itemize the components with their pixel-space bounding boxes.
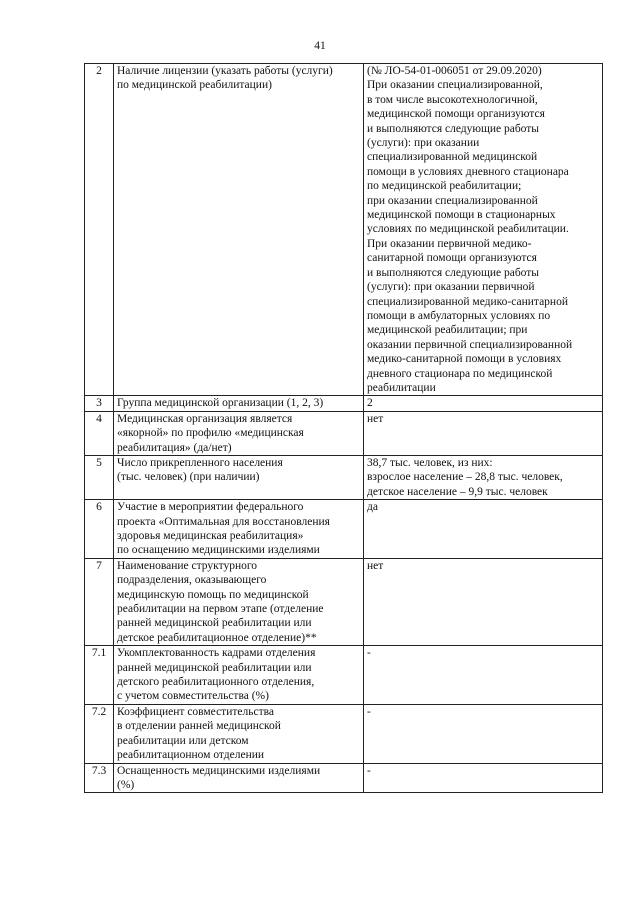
label-line: подразделения, оказывающего bbox=[117, 574, 267, 587]
value-line: (услуги): при оказании bbox=[367, 137, 480, 150]
label-line: детского реабилитационного отделения, bbox=[117, 676, 315, 689]
label-line: Участие в мероприятии федерального bbox=[117, 501, 304, 514]
label-line: Коэффициент совместительства bbox=[117, 705, 274, 718]
table-row bbox=[85, 411, 603, 455]
row-label bbox=[114, 763, 364, 793]
label-line: по медицинской реабилитации) bbox=[117, 79, 272, 92]
label-line: Группа медицинской организации (1, 2, 3) bbox=[117, 397, 324, 410]
value-line: оказании первичной специализированной bbox=[367, 338, 573, 351]
value-line: нет bbox=[367, 412, 384, 425]
table-body bbox=[85, 64, 603, 793]
label-line: с учетом совместительства (%) bbox=[117, 690, 269, 703]
label-line: (тыс. человек) (при наличии) bbox=[117, 471, 260, 484]
report-table bbox=[84, 63, 603, 793]
value-line: - bbox=[367, 705, 371, 718]
row-label bbox=[114, 64, 364, 396]
label-line: Медицинская организация является bbox=[117, 412, 293, 425]
table-row bbox=[85, 704, 603, 763]
value-line: по медицинской реабилитации; bbox=[367, 180, 522, 193]
row-value bbox=[364, 558, 603, 645]
label-line: в отделении ранней медицинской bbox=[117, 720, 281, 733]
value-line: медико-санитарной помощи в условиях bbox=[367, 353, 562, 366]
table-row bbox=[85, 396, 603, 411]
row-number: 4 bbox=[85, 411, 114, 455]
row-value bbox=[364, 500, 603, 559]
row-label bbox=[114, 411, 364, 455]
row-value bbox=[364, 763, 603, 793]
row-number: 3 bbox=[85, 396, 114, 411]
label-line: детское реабилитационное отделение)** bbox=[117, 631, 317, 644]
value-line: медицинской реабилитации; при bbox=[367, 324, 528, 337]
label-line: проекта «Оптимальная для восстановления bbox=[117, 515, 330, 528]
value-line: медицинской помощи в стационарных bbox=[367, 209, 556, 222]
row-number: 7.1 bbox=[85, 646, 114, 705]
row-number: 7.3 bbox=[85, 763, 114, 793]
value-line: помощи в условиях дневного стационара bbox=[367, 165, 569, 178]
value-line: (услуги): при оказании первичной bbox=[367, 281, 535, 294]
label-line: реабилитация» (да/нет) bbox=[117, 441, 232, 454]
value-line: и выполняются следующие работы bbox=[367, 122, 540, 135]
row-number: 6 bbox=[85, 500, 114, 559]
value-line: санитарной помощи организуются bbox=[367, 252, 537, 265]
value-line: условиях по медицинской реабилитации. bbox=[367, 223, 569, 236]
table-row bbox=[85, 64, 603, 396]
label-line: Оснащенность медицинскими изделиями bbox=[117, 764, 321, 777]
row-value bbox=[364, 396, 603, 411]
table-row bbox=[85, 763, 603, 793]
label-line: Число прикрепленного населения bbox=[117, 456, 283, 469]
row-value bbox=[364, 704, 603, 763]
row-label bbox=[114, 558, 364, 645]
value-line: При оказании первичной медико- bbox=[367, 237, 532, 250]
label-line: реабилитации на первом этапе (отделение bbox=[117, 603, 324, 616]
value-line: 2 bbox=[367, 397, 373, 410]
table-row bbox=[85, 500, 603, 559]
value-line: в том числе высокотехнологичной, bbox=[367, 93, 538, 106]
label-line: ранней медицинской реабилитации или bbox=[117, 617, 312, 630]
label-line: медицинскую помощь по медицинской bbox=[117, 588, 309, 601]
value-line: - bbox=[367, 647, 371, 660]
value-line: медицинской помощи организуются bbox=[367, 108, 545, 121]
value-line: реабилитации bbox=[367, 381, 436, 394]
row-label bbox=[114, 396, 364, 411]
label-line: ранней медицинской реабилитации или bbox=[117, 661, 312, 674]
row-number: 7.2 bbox=[85, 704, 114, 763]
row-number: 5 bbox=[85, 455, 114, 499]
row-label bbox=[114, 455, 364, 499]
value-line: при оказании специализированной bbox=[367, 194, 538, 207]
value-line: специализированной медико-санитарной bbox=[367, 295, 568, 308]
label-line: «якорной» по профилю «медицинская bbox=[117, 427, 304, 440]
label-line: реабилитации или детском bbox=[117, 734, 249, 747]
value-line: взрослое население – 28,8 тыс. человек, bbox=[367, 471, 563, 484]
label-line: Наличие лицензии (указать работы (услуги) bbox=[117, 65, 333, 77]
row-value bbox=[364, 455, 603, 499]
table-row bbox=[85, 558, 603, 645]
value-line: (№ ЛО-54-01-006051 от 29.09.2020) bbox=[367, 65, 542, 77]
value-line: специализированной медицинской bbox=[367, 151, 538, 164]
row-value bbox=[364, 646, 603, 705]
label-line: по оснащению медицинскими изделиями bbox=[117, 544, 320, 557]
label-line: здоровья медицинская реабилитация» bbox=[117, 530, 304, 542]
value-line: помощи в амбулаторных условиях по bbox=[367, 309, 551, 322]
value-line: - bbox=[367, 764, 371, 777]
value-line: и выполняются следующие работы bbox=[367, 266, 540, 279]
value-line: детское население – 9,9 тыс. человек bbox=[367, 485, 548, 498]
row-value bbox=[364, 411, 603, 455]
table-row bbox=[85, 646, 603, 705]
row-number: 2 bbox=[85, 64, 114, 396]
table-row bbox=[85, 455, 603, 499]
label-line: (%) bbox=[117, 778, 135, 791]
page-number: 41 bbox=[314, 40, 326, 52]
value-line: При оказании специализированной, bbox=[367, 79, 543, 92]
value-line: 38,7 тыс. человек, из них: bbox=[367, 456, 493, 469]
row-number: 7 bbox=[85, 558, 114, 645]
value-line: дневного стационара по медицинской bbox=[367, 367, 553, 380]
row-value bbox=[364, 64, 603, 396]
label-line: Наименование структурного bbox=[117, 559, 258, 572]
row-label bbox=[114, 704, 364, 763]
row-label bbox=[114, 646, 364, 705]
value-line: нет bbox=[367, 559, 384, 572]
label-line: реабилитационном отделении bbox=[117, 749, 265, 762]
label-line: Укомплектованность кадрами отделения bbox=[117, 647, 316, 660]
value-line: да bbox=[367, 501, 378, 514]
row-label bbox=[114, 500, 364, 559]
